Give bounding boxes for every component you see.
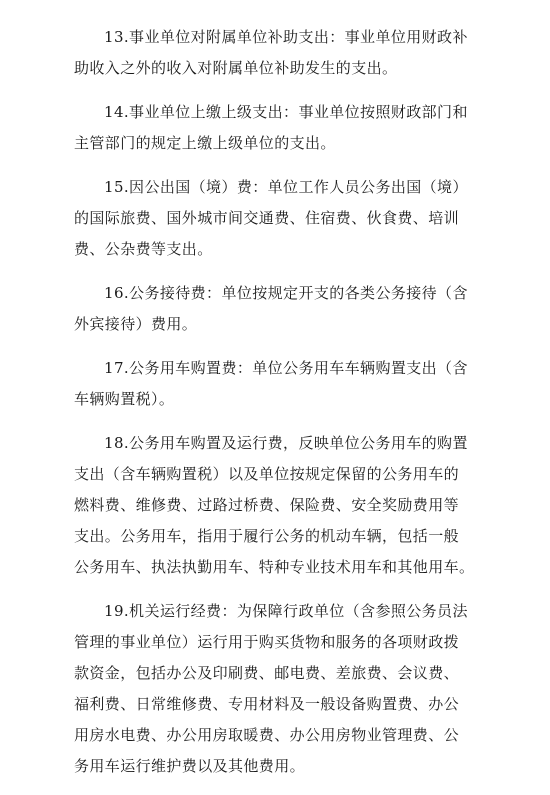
paragraph-line: 的国际旅费、国外城市间交通费、住宿费、伙食费、培训 bbox=[74, 209, 460, 227]
paragraph-line: 13.事业单位对附属单位补助支出：事业单位用财政补 bbox=[104, 28, 468, 46]
paragraph-line: 助收入之外的收入对附属单位补助发生的支出。 bbox=[74, 59, 398, 77]
paragraph-line: 16.公务接待费：单位按规定开支的各类公务接待（含 bbox=[104, 284, 468, 302]
paragraph-line: 燃料费、维修费、过路过桥费、保险费、安全奖励费用等 bbox=[74, 496, 460, 514]
paragraph-13 bbox=[74, 22, 484, 84]
document-body bbox=[74, 22, 484, 795]
paragraph-line: 18.公务用车购置及运行费，反映单位公务用车的购置 bbox=[104, 434, 468, 452]
paragraph-14 bbox=[74, 97, 484, 159]
paragraph-line: 支出（含车辆购置税）以及单位按规定保留的公务用车的 bbox=[74, 465, 460, 483]
paragraph-16 bbox=[74, 278, 484, 340]
paragraph-17 bbox=[74, 353, 484, 415]
paragraph-line: 款资金，包括办公及印刷费、邮电费、差旅费、会议费、 bbox=[74, 664, 460, 682]
paragraph-line: 车辆购置税）。 bbox=[74, 390, 175, 408]
paragraph-19 bbox=[74, 596, 484, 782]
paragraph-line: 公务用车、执法执勤用车、特种专业技术用车和其他用车。 bbox=[74, 558, 475, 576]
paragraph-18 bbox=[74, 428, 484, 583]
paragraph-line: 用房水电费、办公用房取暖费、办公用房物业管理费、公 bbox=[74, 726, 460, 744]
paragraph-line: 14.事业单位上缴上级支出：事业单位按照财政部门和 bbox=[104, 103, 468, 121]
paragraph-line: 务用车运行维护费以及其他费用。 bbox=[74, 757, 306, 775]
paragraph-line: 外宾接待）费用。 bbox=[74, 315, 198, 333]
paragraph-line: 费、公杂费等支出。 bbox=[74, 240, 213, 258]
paragraph-line: 15.因公出国（境）费：单位工作人员公务出国（境） bbox=[104, 178, 468, 196]
paragraph-line: 管理的事业单位）运行用于购买货物和服务的各项财政拨 bbox=[74, 633, 460, 651]
paragraph-line: 19.机关运行经费：为保障行政单位（含参照公务员法 bbox=[104, 602, 468, 620]
paragraph-line: 主管部门的规定上缴上级单位的支出。 bbox=[74, 134, 336, 152]
paragraph-line: 福利费、日常维修费、专用材料及一般设备购置费、办公 bbox=[74, 695, 460, 713]
paragraph-line: 支出。公务用车，指用于履行公务的机动车辆，包括一般 bbox=[74, 527, 460, 545]
paragraph-15 bbox=[74, 172, 484, 265]
paragraph-line: 17.公务用车购置费：单位公务用车车辆购置支出（含 bbox=[104, 359, 468, 377]
